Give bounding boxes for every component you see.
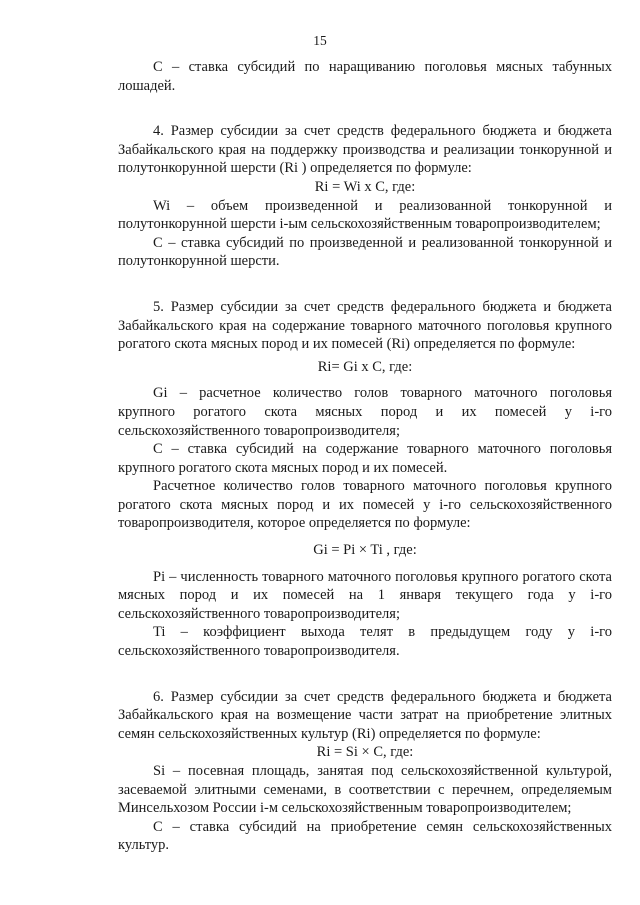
- paragraph-item-6: 6. Размер субсидии за счет средств федерального бюджета и бюджета Забайкальского края на возмещение части затрат на приобретение элитных семян сельскохозяйственных культур (Ri) определяется по формуле:: [118, 688, 612, 742]
- document-body: [118, 58, 612, 855]
- paragraph-definition-pi: Pi – численность товарного маточного поголовья крупного рогатого скота мясных пород и их помесей на 1 января текущего года у i-го сельскохозяйственного товаропроизводителя;: [118, 568, 612, 622]
- formula-item-6: Ri = Si × C, где:: [316, 744, 414, 761]
- paragraph-item-4: 4. Размер субсидии за счет средств федерального бюджета и бюджета Забайкальского края на поддержку производства и реализации тонкорунной и полутонкорунной шерсти (Ri ) определяется по формуле:: [118, 123, 612, 177]
- formula-item-5: Ri= Gi x C, где:: [317, 358, 413, 375]
- paragraph-definition-c-wool: С – ставка субсидий по произведенной и реализованной тонкорунной и полутонкорунной шерсти.: [118, 234, 612, 270]
- formula-gi: Gi = Pi × Ti , где:: [313, 542, 417, 559]
- page-number: 15: [313, 33, 327, 48]
- paragraph-definition-si: Si – посевная площадь, занятая под сельскохозяйственной культурой, засеваемой элитными семенами, в соответствии с перечнем, определяемым Минсельхозом России i-м сельскохозяйственным товаропроизводителем;: [118, 763, 612, 817]
- paragraph-definition-c-horses: C – ставка субсидий по наращиванию поголовья мясных табунных лошадей.: [118, 59, 612, 94]
- paragraph-calc-heads: Расчетное количество голов товарного маточного поголовья крупного рогатого скота мясных пород и их помесей у i-го сельскохозяйственного товаропроизводителя, которое определяется по формуле:: [118, 478, 612, 532]
- paragraph-item-5: 5. Размер субсидии за счет средств федерального бюджета и бюджета Забайкальского края на содержание товарного маточного поголовья крупного рогатого скота мясных пород и их помесей (Ri) определяется по формуле:: [118, 298, 612, 353]
- paragraph-definition-wi: Wi – объем произведенной и реализованной тонкорунной и полутонкорунной шерсти i-ым сельскохозяйственным товаропроизводителем;: [118, 197, 612, 233]
- paragraph-definition-c-cattle: С – ставка субсидий на содержание товарного маточного поголовья крупного рогатого скота мясных пород и их помесей.: [118, 441, 612, 476]
- paragraph-definition-gi: Gi – расчетное количество голов товарного маточного поголовья крупного рогатого скота мясных пород и их помесей у i-го сельскохозяйственного товаропроизводителя;: [118, 385, 612, 439]
- paragraph-definition-ti: Ti – коэффициент выхода телят в предыдущем году у i-го сельскохозяйственного товаропроизводителя.: [118, 624, 612, 660]
- formula-item-4: Ri = Wi x C, где:: [314, 178, 416, 195]
- paragraph-definition-c-seeds: С – ставка субсидий на приобретение семян сельскохозяйственных культур.: [118, 818, 612, 854]
